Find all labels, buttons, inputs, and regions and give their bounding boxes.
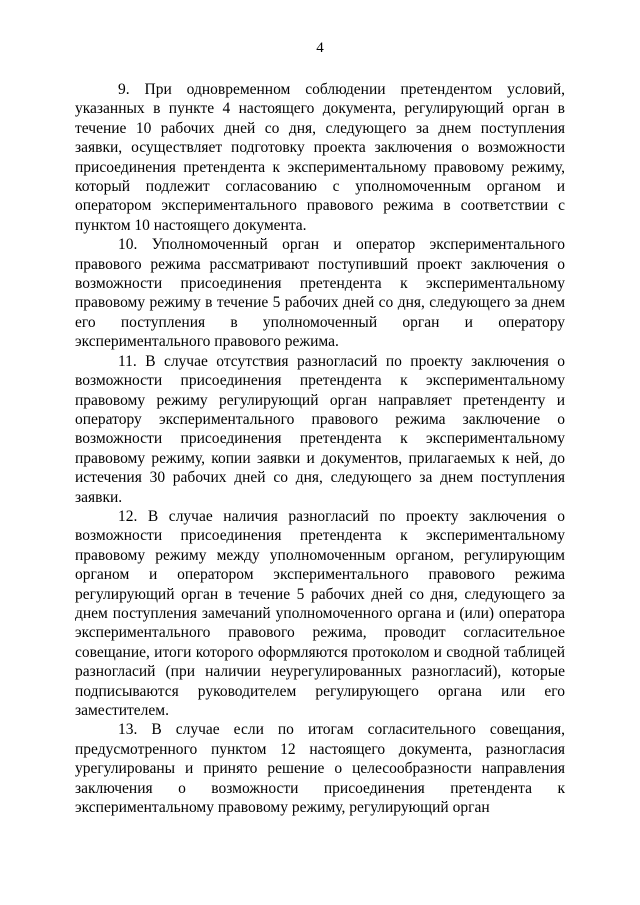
paragraph-10: 10. Уполномоченный орган и оператор экспериментального правового режима рассматривают поступивший проект заключения о возможности присоединения претендента к экспериментальному правовому режиму в течение 5 рабочих дней со дня, следующего за днем его поступления в уполномоченный орган и оператору экспериментального правового режима. (75, 236, 565, 351)
paragraph-13: 13. В случае если по итогам согласительного совещания, предусмотренного пунктом 12 настоящего документа, разногласия урегулированы и принято решение о целесообразности направления заключения о возможности присоединения претендента к экспериментальному правовому режиму, регулирующий орган (75, 721, 565, 817)
document-body (75, 80, 565, 817)
paragraph-9: 9. При одновременном соблюдении претендентом условий, указанных в пункте 4 настоящего документа, регулирующий орган в течение 10 рабочих дней со дня, следующего за днем поступления заявки, осуществляет подготовку проекта заключения о возможности присоединения претендента к экспериментальному правовому режиму, который подлежит согласованию с уполномоченным органом и оператором экспериментального правового режима в соответствии с пунктом 10 настоящего документа. (75, 81, 565, 234)
paragraph-11: 11. В случае отсутствия разногласий по проекту заключения о возможности присоединения претендента к экспериментальному правовому режиму регулирующий орган направляет претенденту и оператору экспериментального правового режима заключение о возможности присоединения претендента к экспериментальному правовому режиму, копии заявки и документов, прилагаемых к ней, до истечения 30 рабочих дней со дня, следующего за днем поступления заявки. (75, 352, 565, 506)
page-number: 4 (316, 40, 324, 56)
paragraph-12: 12. В случае наличия разногласий по проекту заключения о возможности присоединения претендента к экспериментальному правовому режиму между уполномоченным органом, регулирующим органом и оператором экспериментального правового режима регулирующий орган в течение 5 рабочих дней со дня, следующего за днем поступления замечаний уполномоченного органа и (или) оператора экспериментального правового режима, проводит согласительное совещание, итоги которого оформляются протоколом и сводной таблицей разногласий (при наличии неурегулированных разногласий), которые подписываются руководителем регулирующего органа или его заместителем. (75, 507, 565, 719)
